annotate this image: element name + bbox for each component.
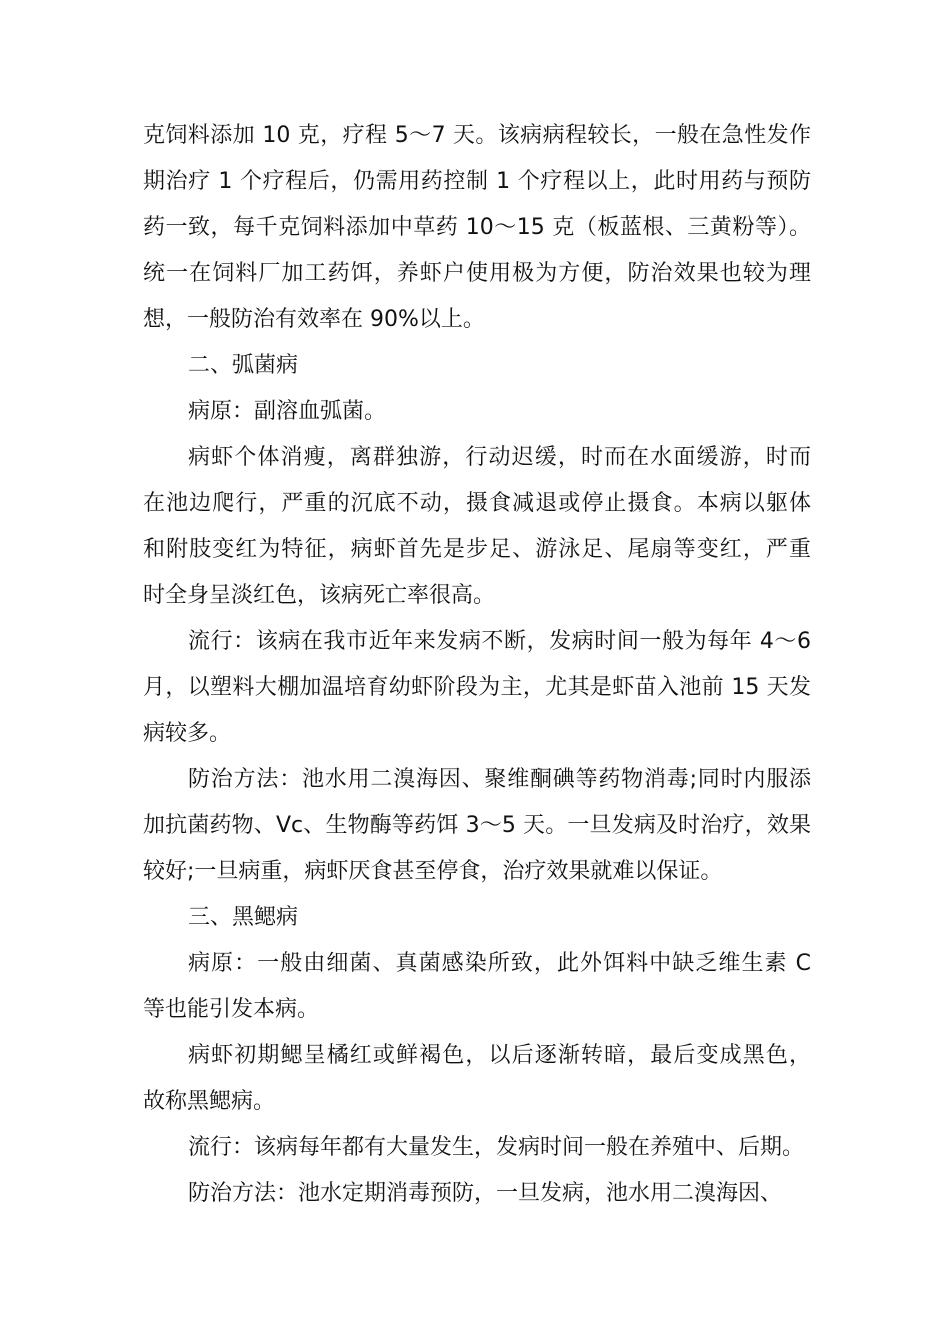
text-line: 加抗菌药物、Vc、生物酶等药饵 3～5 天。一旦发病及时治疗，效果 [143,813,811,838]
text-line: 在池边爬行，严重的沉底不动，摄食减退或停止摄食。本病以躯体 [143,491,811,516]
paragraph-line: 病原：一般由细菌、真菌感染所致，此外饵料中缺乏维生素 C [188,951,811,976]
paragraph-line: 病原：副溶血弧菌。 [188,399,387,424]
text-line: 较好;一旦病重，病虾厌食甚至停食，治疗效果就难以保证。 [143,859,723,884]
text-line: 期治疗 1 个疗程后，仍需用药控制 1 个疗程以上，此时用药与预防 [143,169,811,194]
paragraph-line: 防治方法：池水用二溴海因、聚维酮碘等药物消毒;同时内服添 [188,767,811,792]
text-line: 克饲料添加 10 克，疗程 5～7 天。该病病程较长，一般在急性发作 [143,123,811,148]
paragraph-line: 流行：该病每年都有大量发生，发病时间一般在养殖中、后期。 [188,1135,805,1160]
text-line: 时全身呈淡红色，该病死亡率很高。 [143,583,496,608]
text-line: 故称黑鳃病。 [143,1089,276,1114]
document-body [143,113,811,1217]
text-line: 药一致，每千克饲料添加中草药 10～15 克（板蓝根、三黄粉等）。 [143,215,811,240]
text-line: 等也能引发本病。 [143,997,320,1022]
text-line: 和附肢变红为特征，病虾首先是步足、游泳足、尾扇等变红，严重 [143,537,811,562]
text-line: 想，一般防治有效率在 90%以上。 [143,307,485,332]
paragraph-line: 流行：该病在我市近年来发病不断，发病时间一般为每年 4～6 [188,629,811,654]
text-line: 病较多。 [143,721,232,746]
text-line: 月，以塑料大棚加温培育幼虾阶段为主，尤其是虾苗入池前 15 天发 [143,675,811,700]
paragraph-line: 病虾初期鳃呈橘红或鲜褐色，以后逐渐转暗，最后变成黑色， [188,1043,811,1068]
section-heading: 三、黑鳃病 [188,905,299,930]
section-heading: 二、弧菌病 [188,353,299,378]
text-line: 统一在饲料厂加工药饵，养虾户使用极为方便，防治效果也较为理 [143,261,811,286]
paragraph-line: 防治方法：池水定期消毒预防，一旦发病，池水用二溴海因、 [188,1181,783,1206]
paragraph-line: 病虾个体消瘦，离群独游，行动迟缓，时而在水面缓游，时而 [188,445,811,470]
